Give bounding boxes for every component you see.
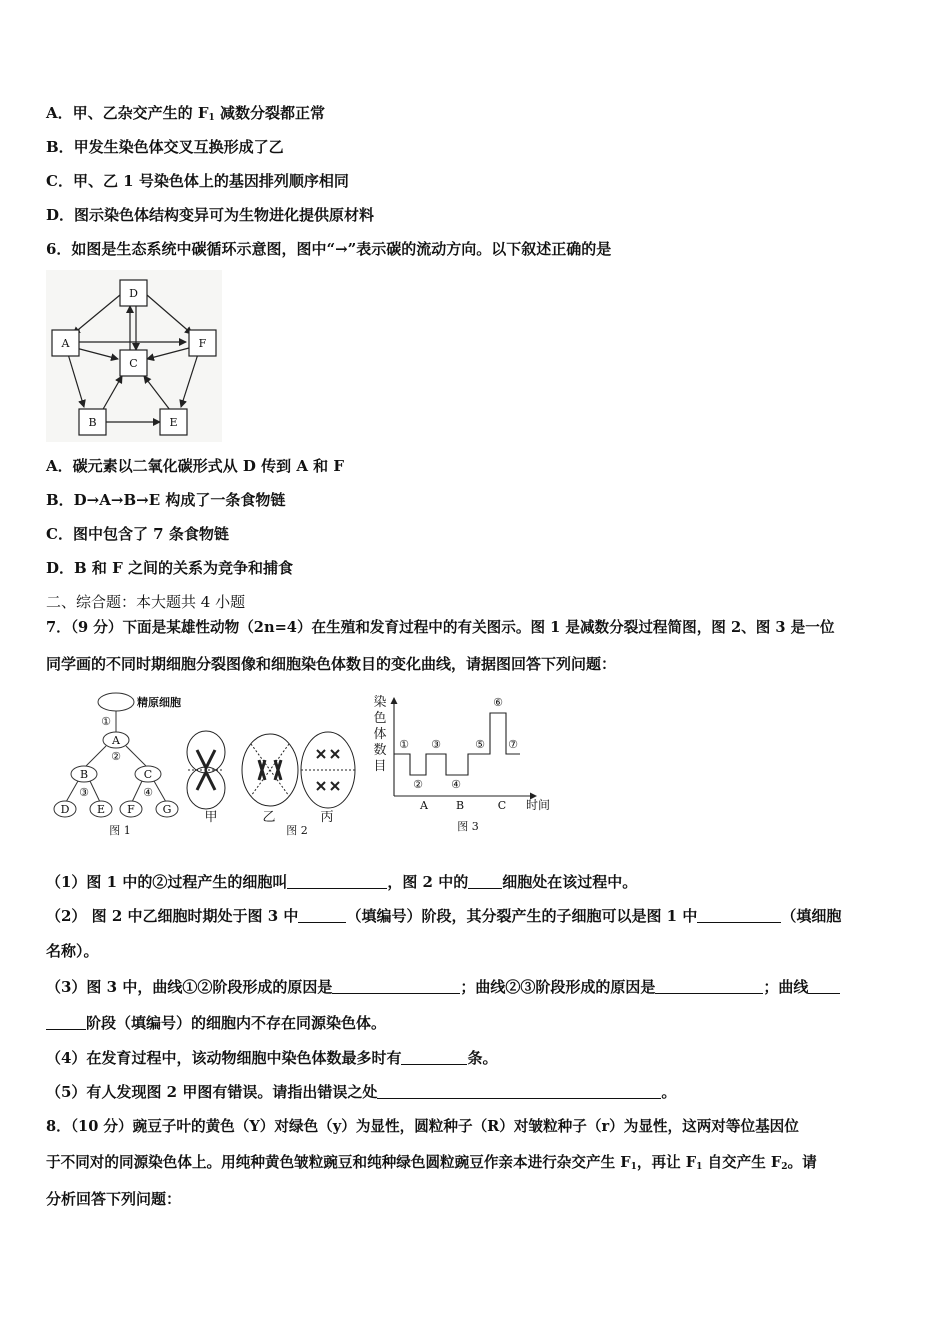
fig3-xlabel-a: A (420, 799, 428, 812)
fig3-stage-6: ⑥ (493, 696, 503, 709)
fig1-caption: 图 1 (109, 824, 131, 837)
fig3-caption: 图 3 (457, 820, 479, 833)
fig1-label-e: E (96, 803, 106, 816)
node-f: F (198, 337, 207, 350)
fig2-label-bing: 丙 (320, 810, 334, 825)
figure-2-cell-division (183, 728, 363, 840)
q7-part-3: （3）图 3 中，曲线①②阶段形成的原因是 ；曲线②③阶段形成的原因是 ；曲线 (46, 977, 840, 997)
q6-stem: 6．如图是生态系统中碳循环示意图，图中“→”表示碳的流动方向。以下叙述正确的是 (46, 240, 612, 258)
q5-option-a: A．甲、乙杂交产生的 $F_1$ 减数分裂都正常 (46, 104, 326, 123)
figure-3-chromosome-curve (370, 690, 560, 840)
q6-option-a: A．碳元素以二氧化碳形式从 D 传到 A 和 F (46, 457, 345, 475)
fig2-label-yi: 乙 (262, 810, 276, 825)
answer-blank[interactable] (468, 874, 502, 889)
node-b: B (88, 416, 97, 429)
answer-blank[interactable] (298, 908, 346, 923)
fig1-label-c: C (143, 768, 153, 781)
fig3-ylabel-1: 染 (373, 695, 387, 710)
q8-stem-line3: 分析回答下列问题： (46, 1190, 182, 1208)
fig3-ylabel-3: 体 (373, 727, 387, 742)
node-d: D (129, 287, 138, 300)
node-a: A (61, 337, 70, 350)
q7-part-2-cont: 名称）。 (46, 942, 99, 960)
fig1-label-b: B (79, 768, 89, 781)
q7-part-5: （5）有人发现图 2 甲图有错误。请指出错误之处 。 (46, 1083, 677, 1101)
q5-option-b: B．甲发生染色体交叉互换形成了乙 (46, 138, 284, 156)
fig3-xaxis-label: 时间 (525, 798, 551, 812)
q7-part-2: （2） 图 2 中乙细胞时期处于图 3 中 （填编号）阶段，其分裂产生的子细胞可以是图 1 中 （填细胞 (46, 907, 842, 925)
fig3-xlabel-c: C (497, 799, 507, 812)
q7-part-3-cont: 阶段（填编号）的细胞内不存在同源染色体。 (46, 1013, 386, 1033)
fig1-label-g: G (162, 803, 172, 816)
q8-stem-line2: 于不同对的同源染色体上。用纯种黄色皱粒豌豆和纯种绿色圆粒豌豆作亲本进行杂交产生 $F_1$，再让 $F_1$ 自交产生 $F_2$。请 (46, 1154, 817, 1172)
fig1-label-a: A (112, 734, 120, 747)
q5-option-c: C．甲、乙 1 号染色体上的基因排列顺序相同 (46, 172, 349, 190)
q7-stem-line1: 7．（9 分）下面是某雄性动物（2n=4）在生殖和发育过程中的有关图示。图 1 是减数分裂过程简图，图 2、图 3 是一位 (46, 619, 835, 636)
fig3-stage-2: ② (413, 778, 423, 791)
fig1-step-1: ① (101, 715, 111, 728)
answer-blank[interactable] (332, 979, 460, 994)
fig1-label-f: F (127, 803, 135, 816)
fig3-stage-1: ① (399, 738, 409, 751)
section-heading: 二、综合题：本大题共 4 小题 (46, 593, 246, 611)
fig1-step-3: ③ (79, 786, 89, 799)
q5-option-d: D．图示染色体结构变异可为生物进化提供原材料 (46, 206, 375, 224)
q7-part-4: （4）在发育过程中，该动物细胞中染色体数最多时有 条。 (46, 1049, 498, 1067)
fig2-caption: 图 2 (286, 824, 308, 837)
fig3-stage-4: ④ (451, 778, 461, 791)
fig3-stage-5: ⑤ (475, 738, 485, 751)
answer-blank[interactable] (287, 874, 387, 889)
fig1-step-4: ④ (143, 786, 153, 799)
fig3-ylabel-2: 色 (373, 711, 387, 726)
figure-1-meiosis-tree (48, 690, 198, 840)
fig2-label-jia: 甲 (204, 810, 218, 825)
q7-stem-line2: 同学画的不同时期细胞分裂图像和细胞染色体数目的变化曲线，请据图回答下列问题： (46, 655, 617, 673)
q6-option-d: D．B 和 F 之间的关系为竞争和捕食 (46, 559, 294, 577)
fig3-stage-3: ③ (431, 738, 441, 751)
q6-option-c: C．图中包含了 7 条食物链 (46, 525, 229, 543)
q8-stem-line1: 8．（10 分）豌豆子叶的黄色（Y）对绿色（y）为显性，圆粒种子（R）对皱粒种子（r）为显性，这两对等位基因位 (46, 1118, 799, 1135)
fig3-ylabel-4: 数 (373, 743, 387, 758)
fig1-step-2: ② (111, 750, 121, 763)
fig3-stage-7: ⑦ (508, 738, 518, 751)
fig3-xlabel-b: B (455, 799, 465, 812)
fig1-label-d: D (60, 803, 70, 816)
answer-blank[interactable] (46, 1015, 86, 1030)
node-e: E (169, 416, 178, 429)
answer-blank[interactable] (808, 979, 840, 994)
answer-blank[interactable] (655, 979, 763, 994)
q6-option-b: B．D→A→B→E 构成了一条食物链 (46, 491, 286, 509)
chromosome-curve (394, 713, 520, 775)
fig1-title: 精原细胞 (137, 696, 181, 709)
q7-part-1: （1）图 1 中的②过程产生的细胞叫 ，图 2 中的 细胞处在该过程中。 (46, 873, 638, 891)
carbon-cycle-diagram (46, 270, 222, 442)
answer-blank[interactable] (377, 1084, 661, 1099)
node-c: C (129, 357, 138, 370)
answer-blank[interactable] (401, 1050, 467, 1065)
fig3-ylabel-5: 目 (373, 759, 387, 774)
answer-blank[interactable] (697, 908, 781, 923)
